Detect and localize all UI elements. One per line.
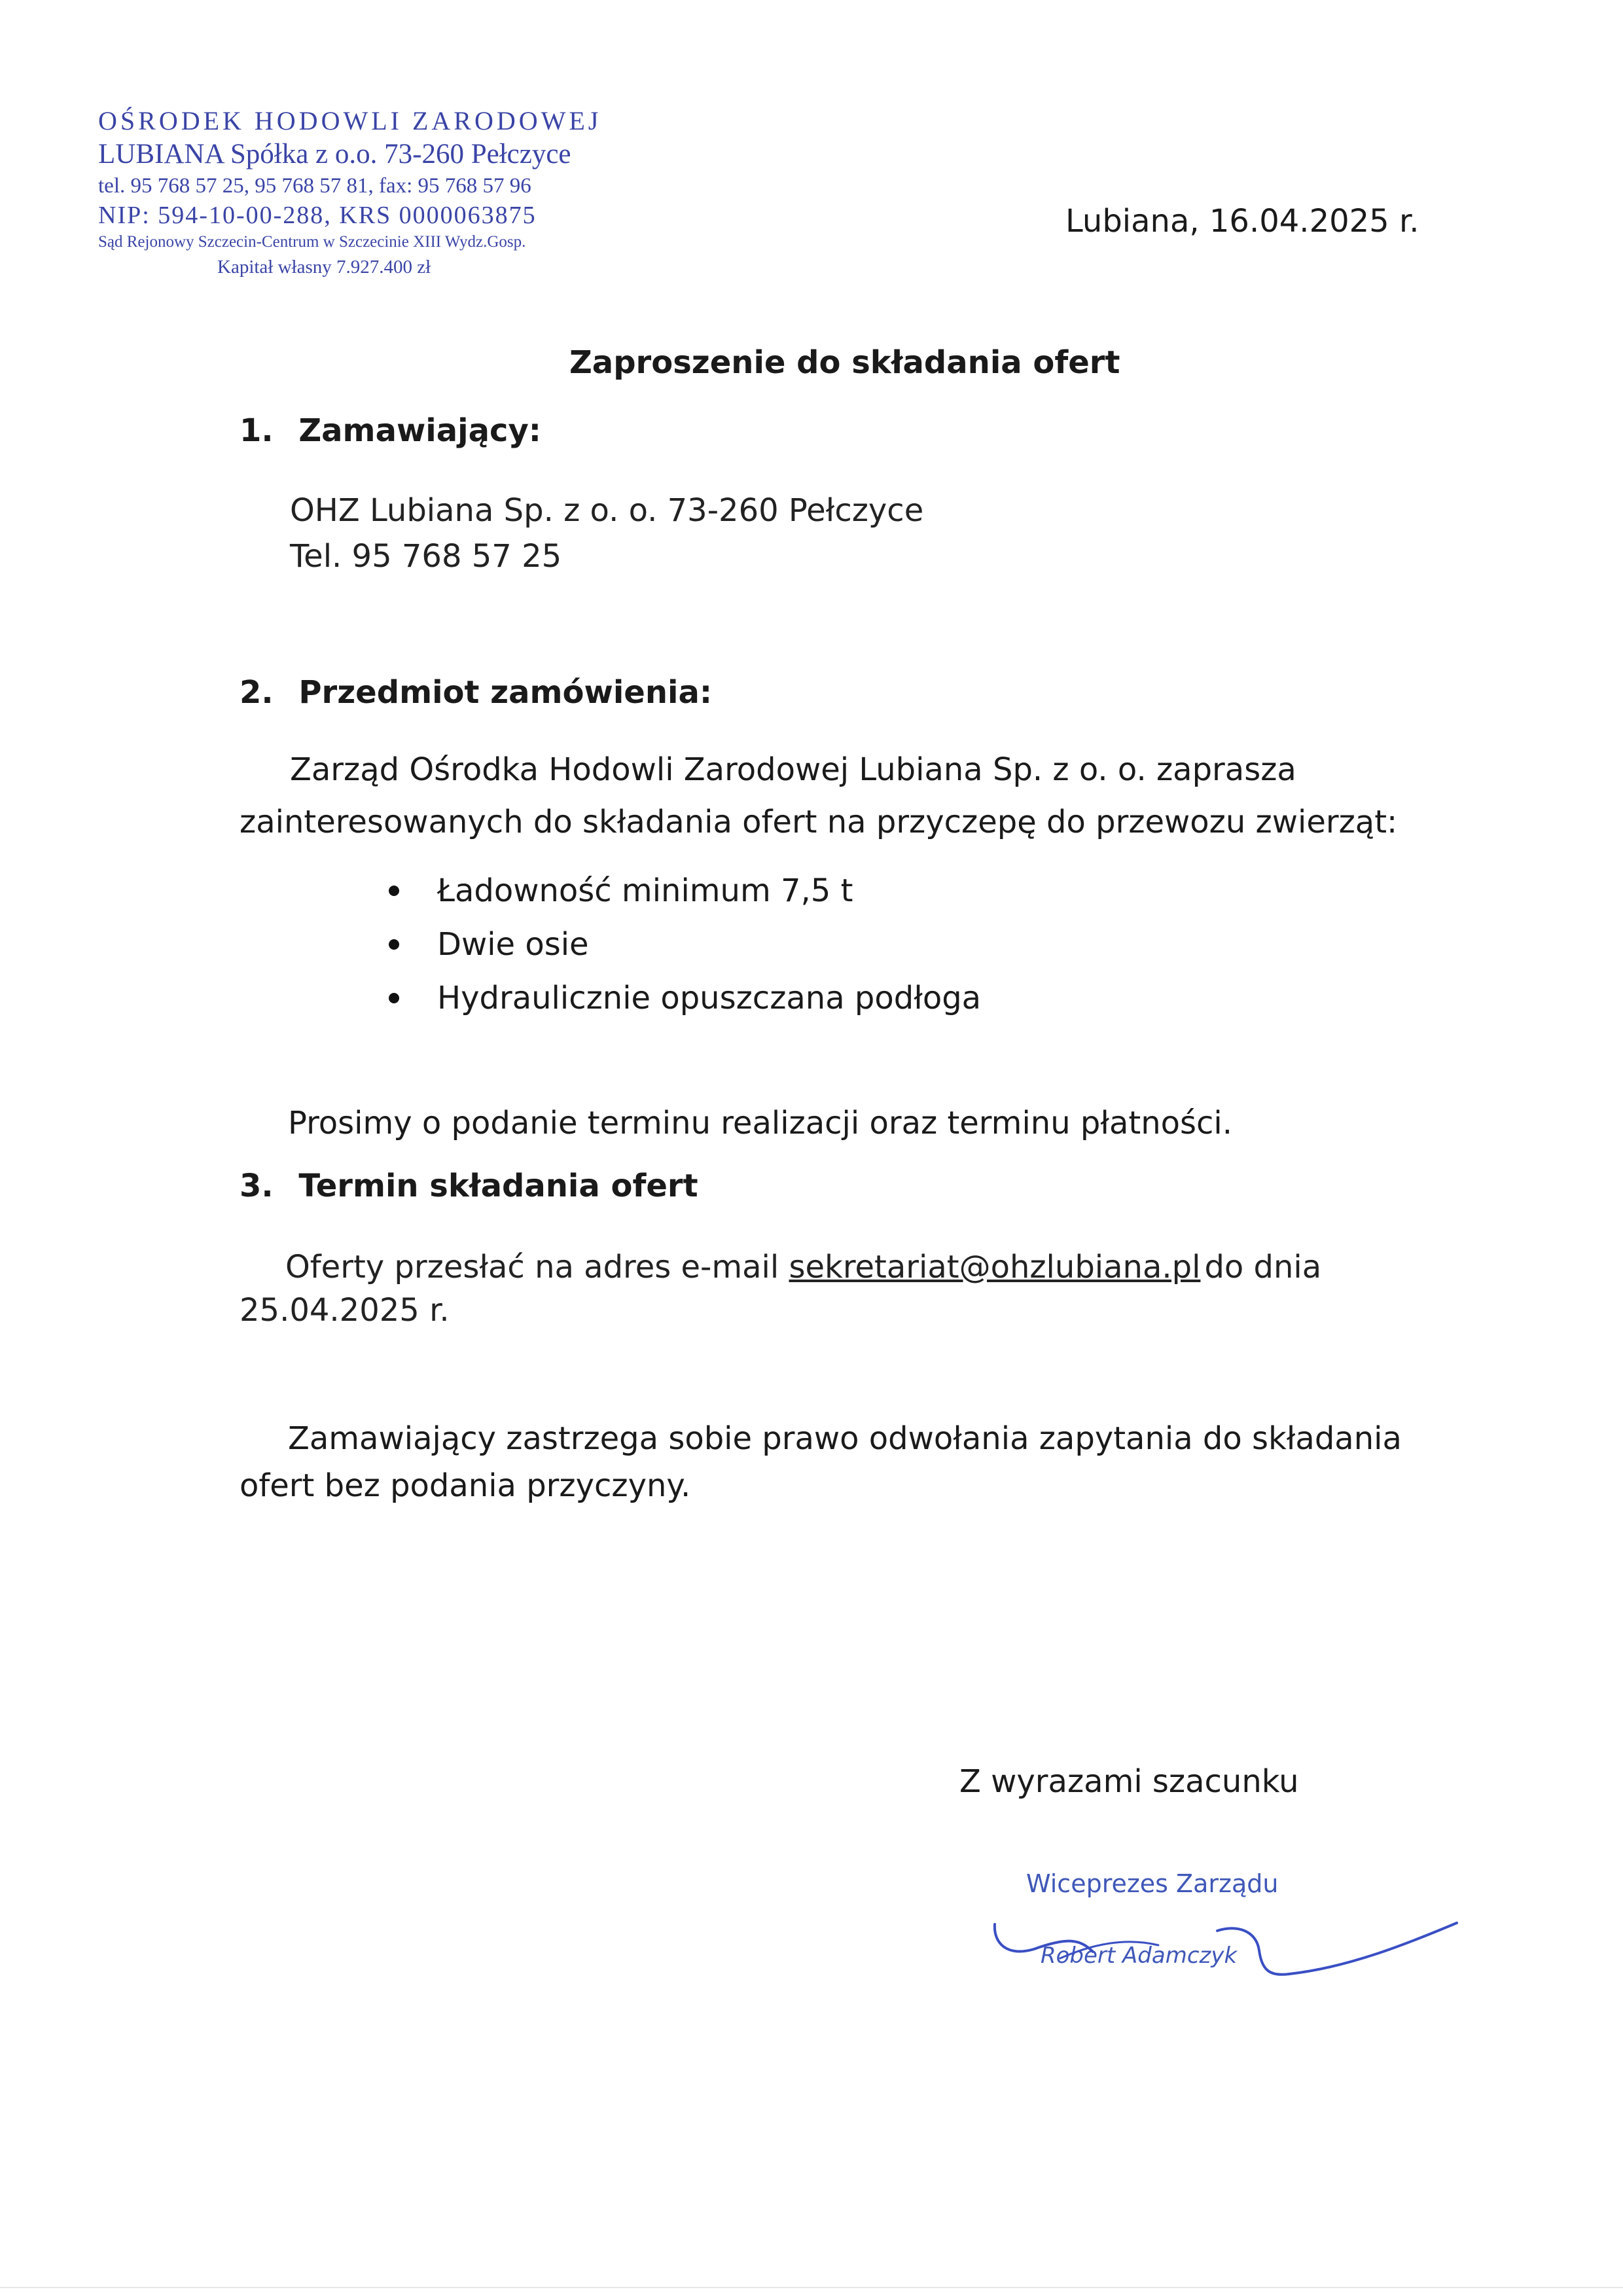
email-link[interactable]: sekretariat@ohzlubiana.pl: [789, 1249, 1201, 1285]
requirements-list: [386, 864, 981, 1025]
list-item: Ładowność minimum 7,5 t: [386, 864, 981, 918]
deadline-line-1: [285, 1244, 1321, 1291]
deadline-date: 25.04.2025 r.: [240, 1292, 450, 1329]
deadline-suffix: do dnia: [1204, 1249, 1322, 1285]
stamp-capital: Kapitał własny 7.927.400 zł: [217, 257, 431, 278]
orderer-phone: Tel. 95 768 57 25: [290, 538, 562, 575]
section-2-title: Przedmiot zamówienia:: [298, 674, 713, 711]
handwritten-signature: [982, 1885, 1466, 1990]
section-2-number: 2.: [240, 674, 274, 711]
stamp-company-address: LUBIANA Spółka z o.o. 73-260 Pełczyce: [98, 139, 571, 170]
letter-date: Lubiana, 16.04.2025 r.: [1065, 203, 1419, 240]
section-1-title: Zamawiający:: [298, 412, 541, 449]
document-title: Zaproszenie do składania ofert: [569, 344, 1120, 381]
section-3-title: Termin składania ofert: [298, 1168, 698, 1204]
section-2-heading: [240, 674, 712, 711]
stamp-court: Sąd Rejonowy Szczecin-Centrum w Szczecinie XIII Wydz.Gosp.: [98, 233, 526, 251]
section-3-number: 3.: [240, 1168, 274, 1204]
page-bottom-edge: [0, 2287, 1623, 2288]
signature-name: Robert Adamczyk: [1041, 1943, 1238, 1969]
stamp-phone: tel. 95 768 57 25, 95 768 57 81, fax: 95 768 57 96: [98, 174, 531, 198]
section-1-number: 1.: [240, 412, 274, 449]
section-3-heading: [240, 1168, 698, 1204]
reservation-line-1: Zamawiający zastrzega sobie prawo odwołania zapytania do składania: [288, 1420, 1402, 1457]
company-stamp: [98, 105, 628, 280]
subject-paragraph-line-2: zainteresowanych do składania ofert na przyczepę do przewozu zwierząt:: [240, 804, 1398, 840]
deadline-prefix: Oferty przesłać na adres e-mail: [285, 1249, 779, 1285]
list-item: Hydraulicznie opuszczana podłoga: [386, 971, 981, 1025]
stamp-company-name: OŚRODEK HODOWLI ZARODOWEJ: [98, 106, 602, 135]
section-1-heading: [240, 412, 541, 449]
stamp-nip-krs: NIP: 594-10-00-288, KRS 0000063875: [98, 202, 537, 229]
closing-phrase: Z wyrazami szacunku: [959, 1763, 1299, 1800]
orderer-address: OHZ Lubiana Sp. z o. o. 73-260 Pełczyce: [290, 492, 924, 529]
subject-note: Prosimy o podanie terminu realizacji oraz terminu płatności.: [288, 1105, 1232, 1141]
subject-paragraph-line-1: Zarząd Ośrodka Hodowli Zarodowej Lubiana Sp. z o. o. zaprasza: [290, 751, 1296, 788]
list-item: Dwie osie: [386, 918, 981, 971]
signature-title: Wiceprezes Zarządu: [1026, 1869, 1279, 1898]
reservation-line-2: ofert bez podania przyczyny.: [240, 1467, 691, 1504]
